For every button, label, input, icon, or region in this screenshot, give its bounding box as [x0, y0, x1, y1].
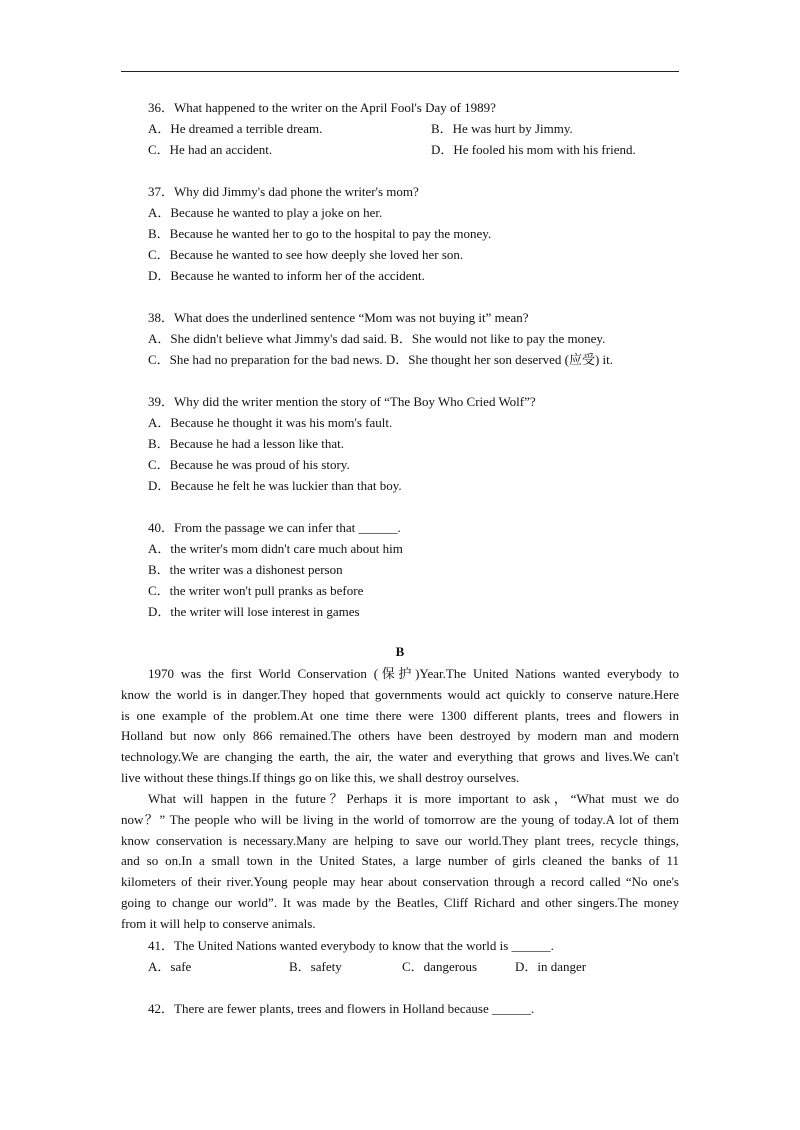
q41-option-c: C．dangerous — [402, 959, 478, 974]
q41-option-a: A．safe — [148, 959, 192, 974]
q40-option-a: A．the writer's mom didn't care much about him — [148, 541, 403, 556]
question-37: 37．Why did Jimmy's dad phone the writer's mom? — [148, 184, 419, 199]
q40-option-d: D．the writer will lose interest in games — [148, 604, 360, 619]
question-40: 40．From the passage we can infer that ______. — [148, 520, 401, 535]
q38-options-a-b: A．She didn't believe what Jimmy's dad said. B．She would not like to pay the money. — [148, 331, 606, 346]
paragraph-2-line: from it will help to conserve animals. — [121, 915, 316, 931]
q39-option-a: A．Because he thought it was his mom's fault. — [148, 415, 393, 430]
paragraph-2-line: and so on.In a small town in the United States, a large number of girls cleaned the banks of 11 — [121, 853, 679, 869]
paragraph-1-line: 1970 was the first World Conservation (保护)Year.The United Nations wanted everybody to — [148, 666, 679, 681]
q38-options-c-d: C．She had no preparation for the bad news. D．She thought her son deserved (应受) it. — [148, 352, 614, 367]
q37-option-a: A．Because he wanted to play a joke on her. — [148, 205, 383, 220]
paragraph-1-line: technology.We are changing the earth, the air, the water and everything that grows and lives.We can't — [121, 749, 679, 765]
paragraph-2-line: kilometers of their river.Young people may hear about conservation through a record called “No one's — [121, 874, 679, 890]
q40-option-b: B．the writer was a dishonest person — [148, 562, 343, 577]
paragraph-1-line: know the world is in danger.They hoped that governments would act quickly to conserve nature.Here — [121, 686, 679, 702]
paragraph-1-line: live without these things.If things go on like this, we shall destroy ourselves. — [121, 769, 520, 785]
q37-option-c: C．Because he wanted to see how deeply she loved her son. — [148, 247, 464, 262]
paragraph-1-line: is one example of the problem.At one time there were 1300 different plants, trees and flowers in — [121, 707, 679, 723]
passage-paragraph-1 — [121, 664, 679, 789]
q37-option-b: B．Because he wanted her to go to the hospital to pay the money. — [148, 226, 492, 241]
q37-option-d: D．Because he wanted to inform her of the accident. — [148, 268, 425, 283]
q36-option-c: C．He had an accident. — [148, 142, 273, 157]
question-36: 36．What happened to the writer on the April Fool's Day of 1989? — [148, 100, 496, 115]
paragraph-2-line: now？” The people who will be living in the world of tomorrow are the young of today.A lot of them — [121, 811, 679, 827]
q36-option-b: B．He was hurt by Jimmy. — [431, 121, 573, 136]
q39-option-b: B．Because he had a lesson like that. — [148, 436, 345, 451]
question-38: 38．What does the underlined sentence “Mom was not buying it” mean? — [148, 310, 529, 325]
header-rule — [121, 71, 679, 72]
q41-option-d: D．in danger — [515, 959, 587, 974]
question-39: 39．Why did the writer mention the story of “The Boy Who Cried Wolf”? — [148, 394, 536, 409]
paragraph-2-line: going to change our world”. It was made by the Beatles, Cliff Richard and other singers.The money — [121, 894, 679, 910]
q41-option-b: B．safety — [289, 959, 342, 974]
paragraph-2-line: What will happen in the future？Perhaps it is more important to ask，“What must we do — [148, 791, 679, 806]
paragraph-2-line: know conservation is necessary.Many are helping to save our world.They plant trees, recycle things, — [121, 832, 679, 848]
q36-option-d: D．He fooled his mom with his friend. — [431, 142, 636, 157]
q39-option-c: C．Because he was proud of his story. — [148, 457, 350, 472]
passage-paragraph-2 — [121, 789, 679, 935]
paragraph-1-line: Holland but now only 866 remained.The others have been destroyed by modern man and modern — [121, 728, 679, 744]
section-b-heading: B — [395, 644, 405, 659]
question-42: 42．There are fewer plants, trees and flowers in Holland because ______. — [148, 1001, 535, 1016]
q36-option-a: A．He dreamed a terrible dream. — [148, 121, 323, 136]
q39-option-d: D．Because he felt he was luckier than that boy. — [148, 478, 402, 493]
question-41: 41．The United Nations wanted everybody to know that the world is ______. — [148, 938, 554, 953]
q40-option-c: C．the writer won't pull pranks as before — [148, 583, 364, 598]
